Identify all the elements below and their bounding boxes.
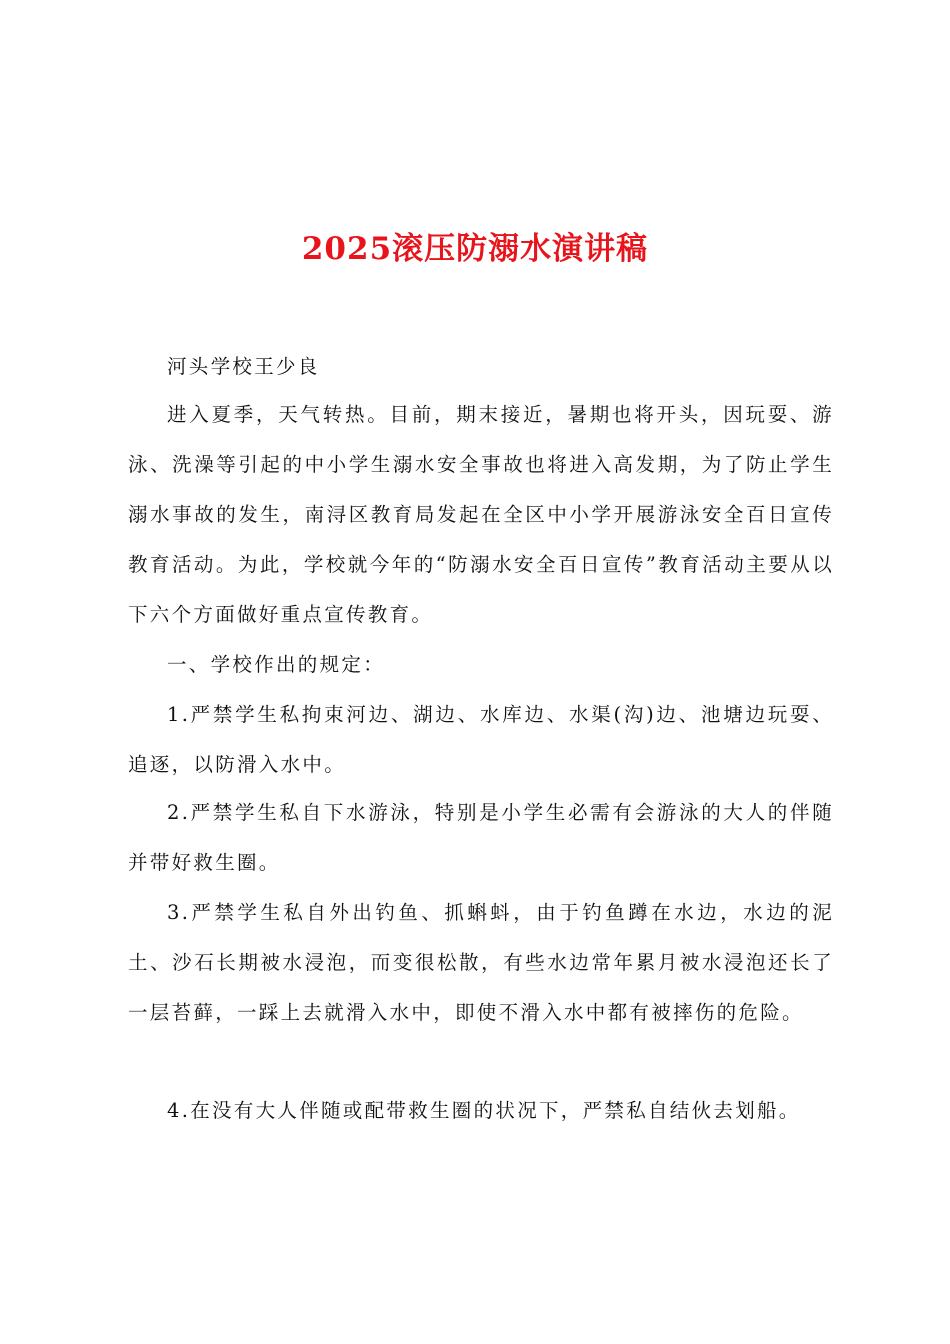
rule-4-block xyxy=(128,1086,834,1136)
rule-2-paragraph: 2.严禁学生私自下水游泳，特别是小学生必需有会游泳的大人的伴随并带好救生圈。 xyxy=(128,801,834,874)
intro-paragraph-block xyxy=(128,390,834,640)
author-line: 河头学校王少良 xyxy=(167,355,320,378)
intro-paragraph: 进入夏季，天气转热。目前，期末接近，暑期也将开头，因玩耍、游泳、洗澡等引起的中小学生溺水安全事故也将进入高发期，为了防止学生溺水事故的发生，南浔区教育局发起在全区中小学开展游泳安全百日宣传教育活动。为此，学校就今年的“防溺水安全百日宣传”教育活动主要从以下六个方面做好重点宣传教育。 xyxy=(128,403,834,626)
rule-3-paragraph: 3.严禁学生私自外出钓鱼、抓蝌蚪，由于钓鱼蹲在水边，水边的泥土、沙石长期被水浸泡，而变很松散，有些水边常年累月被水浸泡还长了一层苔藓，一踩上去就滑入水中，即使不滑入水中都有被摔伤的危险。 xyxy=(128,901,834,1024)
rule-2-block xyxy=(128,788,834,888)
rule-1-block xyxy=(128,690,834,790)
document-title: 2025滚压防溺水演讲稿 xyxy=(301,230,649,267)
rule-4-paragraph: 4.在没有大人伴随或配带救生圈的状况下，严禁私自结伙去划船。 xyxy=(167,1099,801,1122)
rule-1-paragraph: 1.严禁学生私拘束河边、湖边、水库边、水渠(沟)边、池塘边玩耍、追逐，以防滑入水中。 xyxy=(128,703,834,776)
section-heading-block xyxy=(128,640,834,690)
author-line-block xyxy=(128,342,834,392)
rule-3-block xyxy=(128,888,834,1038)
section-heading-rules: 一、学校作出的规定： xyxy=(167,653,386,676)
